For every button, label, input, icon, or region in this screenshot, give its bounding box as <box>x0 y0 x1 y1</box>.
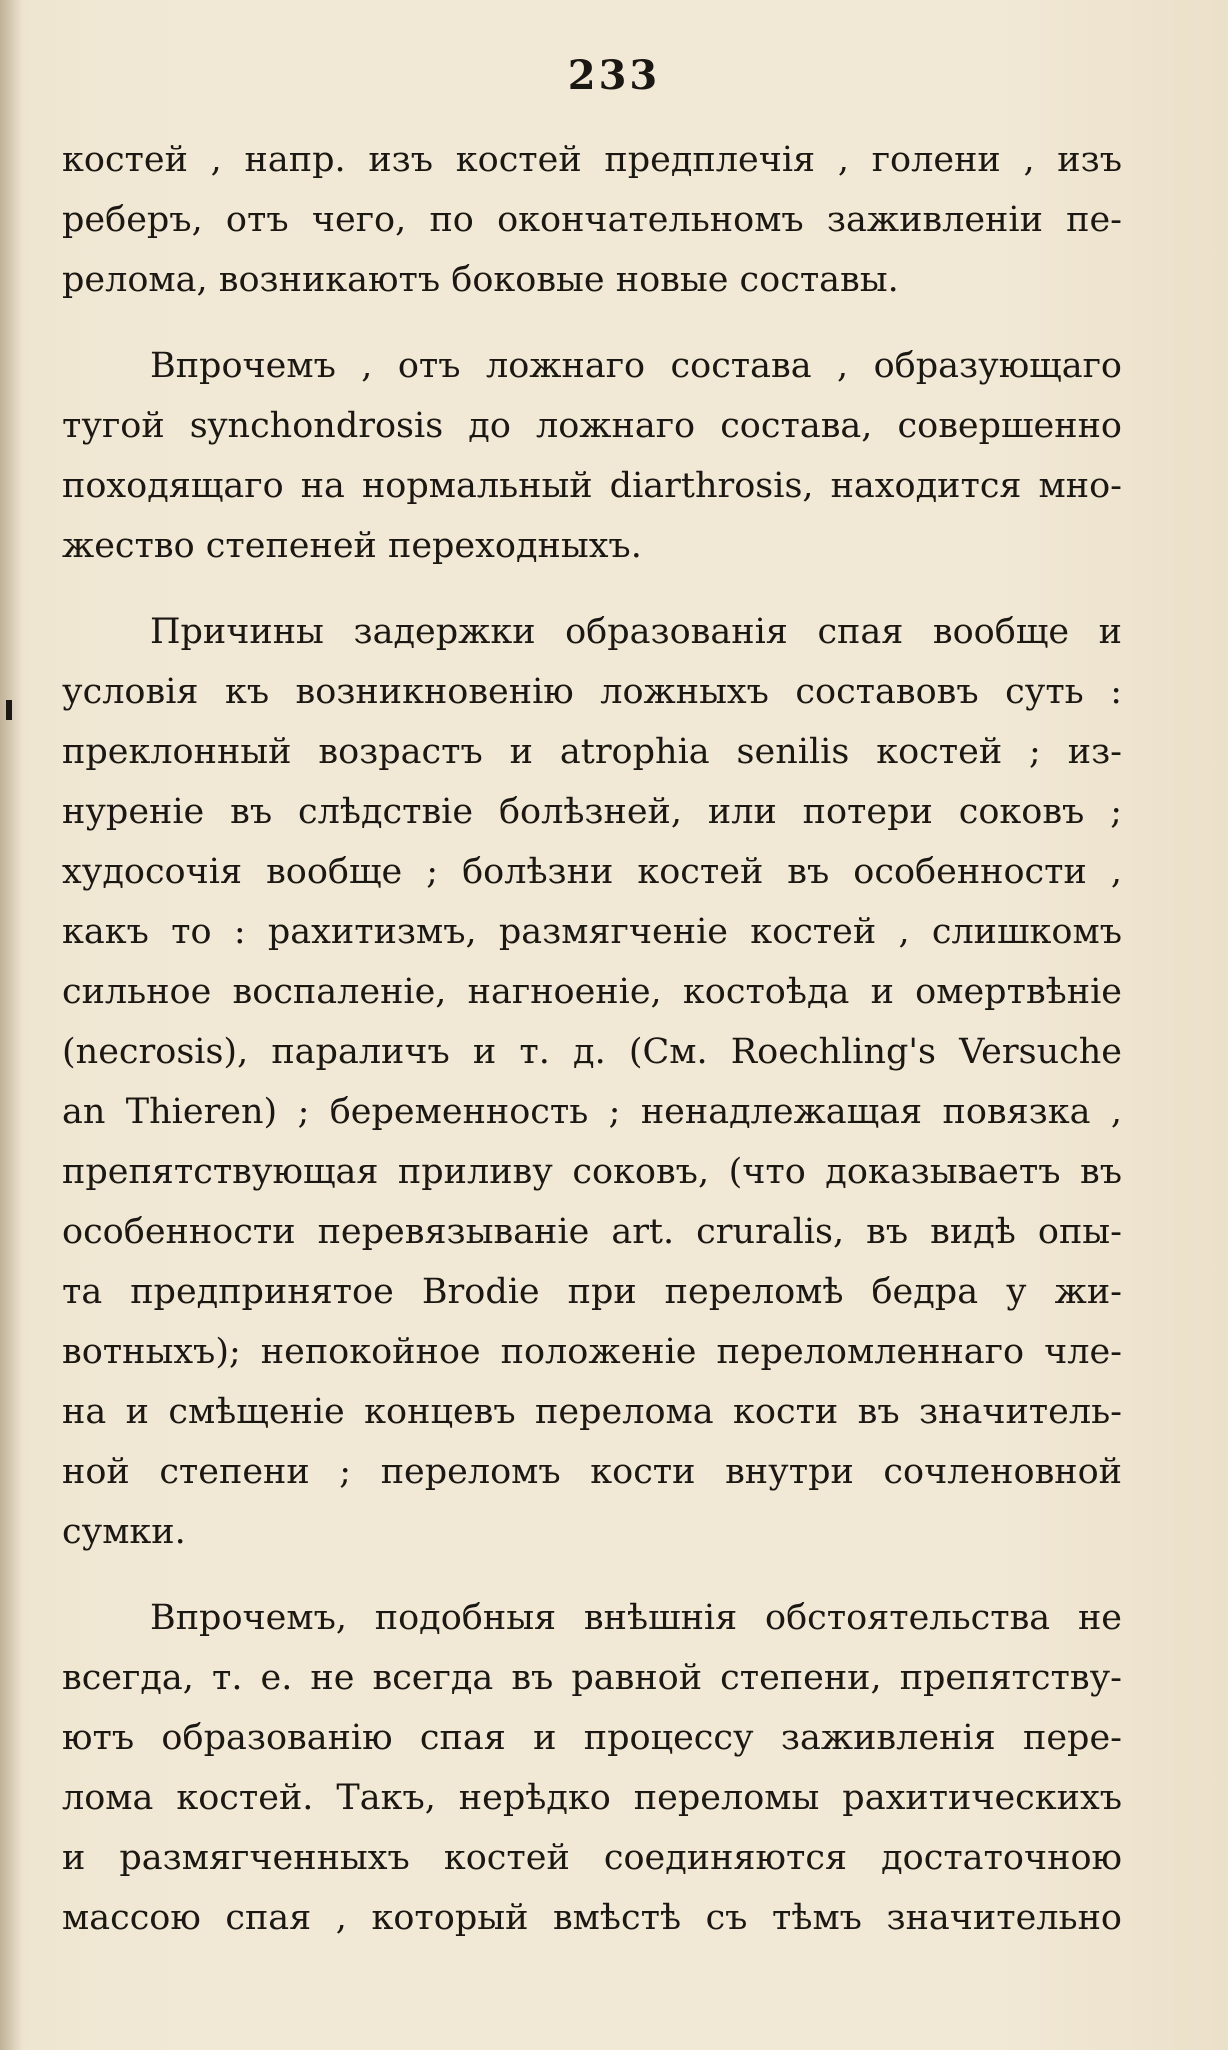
text-line: нуреніе въ слѣдствіе болѣзней, или потери соковъ ; <box>62 792 1122 832</box>
margin-mark <box>6 700 12 720</box>
text-line: Причины задержки образованія спая вообще и <box>150 612 1122 652</box>
text-line: всегда, т. е. не всегда въ равной степени, препятству- <box>62 1658 1122 1698</box>
text-line: костей , напр. изъ костей предплечія , голени , изъ <box>62 140 1122 180</box>
text-line: ютъ образованію спая и процессу заживленія пере- <box>62 1718 1122 1758</box>
text-line: массою спая , который вмѣстѣ съ тѣмъ значительно <box>62 1898 1122 1938</box>
page-number: 233 <box>567 52 661 99</box>
text-line: какъ то : рахитизмъ, размягченіе костей , слишкомъ <box>62 912 1122 952</box>
body-text <box>62 130 1122 1974</box>
text-line: препятствующая приливу соковъ, (что доказываетъ въ <box>62 1152 1122 1192</box>
text-line: реберъ, отъ чего, по окончательномъ заживленіи пе- <box>62 200 1122 240</box>
text-line: худосочія вообще ; болѣзни костей въ особенности , <box>62 852 1122 892</box>
text-line: тугой synchondrosis до ложнаго состава, совершенно <box>62 406 1122 446</box>
text-line: Впрочемъ , отъ ложнаго состава , образующаго <box>150 346 1122 386</box>
text-line: an Thieren) ; беременность ; ненадлежащая повязка , <box>62 1092 1122 1132</box>
text-line: (necrosis), параличъ и т. д. (См. Roechling's Versuche <box>62 1032 1122 1072</box>
paragraph-1 <box>62 130 1122 310</box>
paragraph-2 <box>62 336 1122 576</box>
text-line: та предпринятое Brodie при переломѣ бедра у жи- <box>62 1272 1122 1312</box>
text-line: ной степени ; переломъ кости внутри сочленовной <box>62 1452 1122 1492</box>
text-line: релома, возникаютъ боковые новые составы. <box>62 260 899 300</box>
text-line: особенности перевязываніе art. cruralis, въ видѣ опы- <box>62 1212 1122 1252</box>
text-line: сильное воспаленіе, нагноеніе, костоѣда и омертвѣніе <box>62 972 1122 1012</box>
text-line: вотныхъ); непокойное положеніе переломленнаго чле- <box>62 1332 1122 1372</box>
text-line: сумки. <box>62 1512 186 1552</box>
text-line: лома костей. Такъ, нерѣдко переломы рахитическихъ <box>62 1778 1122 1818</box>
paragraph-4 <box>62 1588 1122 1948</box>
text-line: походящаго на нормальный diarthrosis, находится мно- <box>62 466 1122 506</box>
text-line: условія къ возникновенію ложныхъ составовъ суть : <box>62 672 1122 712</box>
text-line: жество степеней переходныхъ. <box>62 526 642 566</box>
text-line: Впрочемъ, подобныя внѣшнія обстоятельства не <box>150 1598 1122 1638</box>
text-line: и размягченныхъ костей соединяются достаточною <box>62 1838 1122 1878</box>
text-line: преклонный возрастъ и atrophia senilis костей ; из- <box>62 732 1122 772</box>
gutter-shadow <box>0 0 22 2050</box>
text-line: на и смѣщеніе концевъ перелома кости въ значитель- <box>62 1392 1122 1432</box>
paragraph-3 <box>62 602 1122 1562</box>
